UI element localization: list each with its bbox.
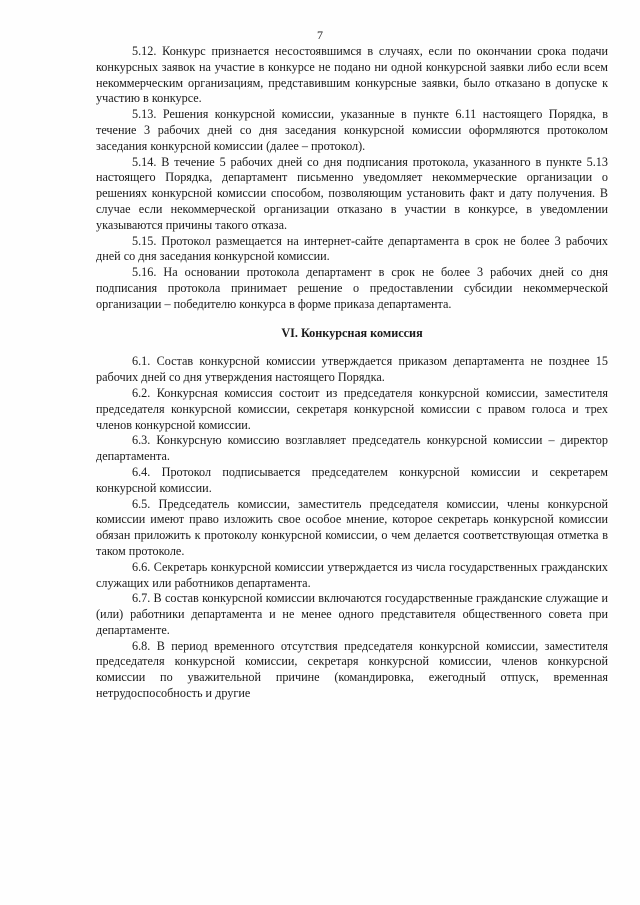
section-heading: VI. Конкурсная комиссия [281,325,423,340]
paragraph-6-4: 6.4. Протокол подписывается председателем конкурсной комиссии и секретарем конкурсной комиссии. [96,464,608,495]
paragraph-6-8: 6.8. В период временного отсутствия председателя конкурсной комиссии, заместителя председателя конкурсной комиссии, секретаря конкурсной комиссии, членов конкурсной комиссии по уважительной причине (командировка, ежегодный отпуск, временная нетрудоспособность и другие [96,638,608,701]
paragraph-5-16: 5.16. На основании протокола департамент в срок не более 3 рабочих дней со дня подписания протокола принимает решение о предоставлении субсидии некоммерческой организации – победителю конкурса в форме приказа департамента. [96,265,608,311]
paragraph-6-6: 6.6. Секретарь конкурсной комиссии утверждается из числа государственных гражданских служащих или работников департамента. [96,559,608,590]
page-number: 7 [317,28,323,42]
paragraph-6-3: 6.3. Конкурсную комиссию возглавляет председатель конкурсной комиссии – директор департамента. [96,433,608,464]
paragraph-5-14: 5.14. В течение 5 рабочих дней со дня подписания протокола, указанного в пункте 5.13 настоящего Порядка, департамент письменно уведомляет некоммерческие организации о решениях конкурсной комиссии способом, позволяющим установить факт и дату получения. В случае если некоммерческой организации отказано в участии в конкурсе, в уведомлении указываются причины такого отказа. [96,154,608,232]
paragraph-5-12: 5.12. Конкурс признается несостоявшимся в случаях, если по окончании срока подачи конкурсных заявок на участие в конкурсе не подано ни одной конкурсной заявки либо если всем некоммерческим организациям, представившим конкурсные заявки, было отказано в допуске к участию в конкурсе. [96,44,608,106]
paragraph-6-7: 6.7. В состав конкурсной комиссии включаются государственные гражданские служащие и (или) работники департамента и не менее одного представителя общественного совета при департаменте. [96,591,608,637]
document-body [96,44,608,702]
paragraph-5-15: 5.15. Протокол размещается на интернет-сайте департамента в срок не более 3 рабочих дней со дня заседания конкурсной комиссии. [96,233,608,264]
paragraph-6-1: 6.1. Состав конкурсной комиссии утверждается приказом департамента не позднее 15 рабочих дней со дня утверждения настоящего Порядка. [96,354,608,385]
paragraph-6-2: 6.2. Конкурсная комиссия состоит из председателя конкурсной комиссии, заместителя председателя конкурсной комиссии, секретаря конкурсной комиссии с правом голоса и трех членов конкурсной комиссии. [96,385,608,432]
paragraph-5-13: 5.13. Решения конкурсной комиссии, указанные в пункте 6.11 настоящего Порядка, в течение 3 рабочих дней со дня заседания конкурсной комиссии оформляются протоколом заседания конкурсной комиссии (далее – протокол). [96,107,608,153]
paragraph-6-5: 6.5. Председатель комиссии, заместитель председателя комиссии, члены конкурсной комиссии имеют право изложить свое особое мнение, которое секретарь конкурсной комиссии обязан приложить к протоколу конкурсной комиссии, о чем делается соответствующая отметка в таком протоколе. [96,496,608,558]
